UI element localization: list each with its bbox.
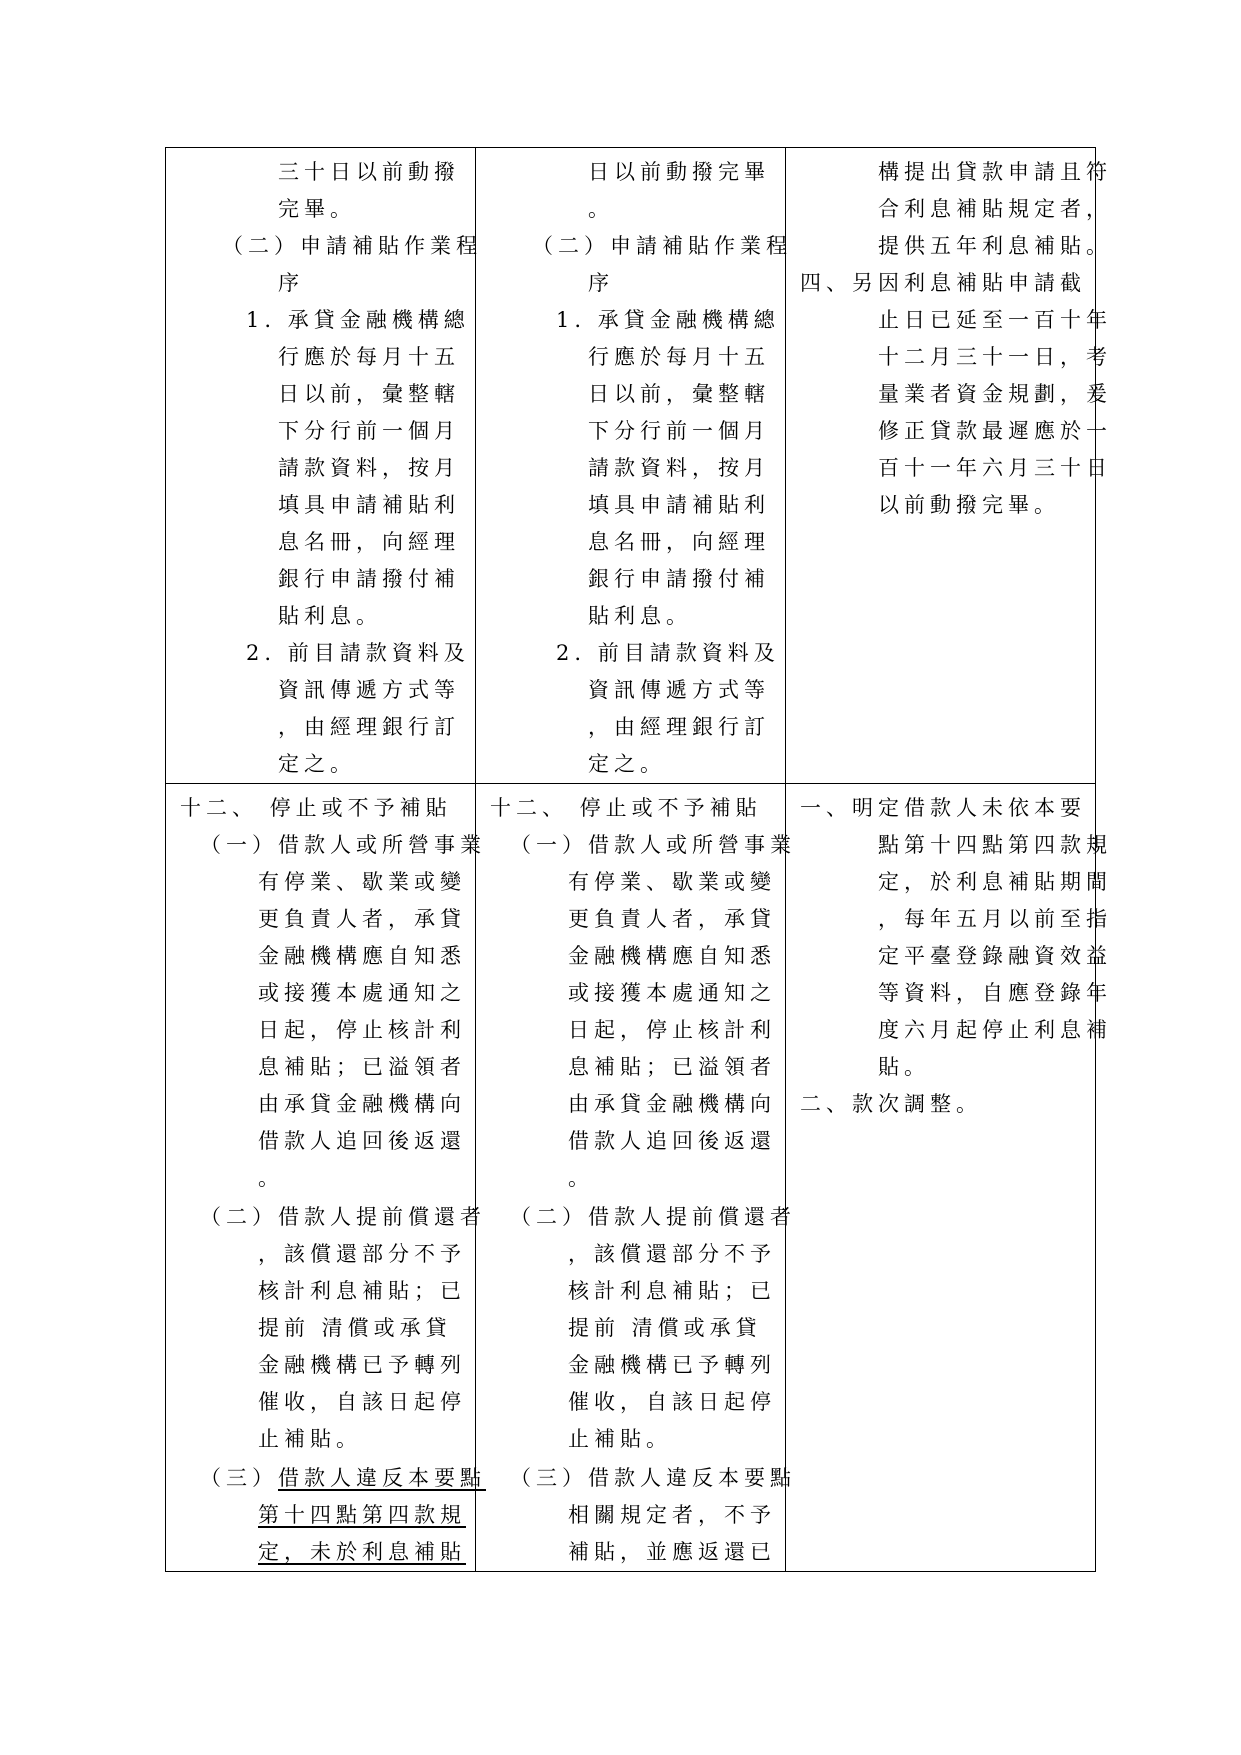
text-line-content: 銀行申請撥付補 — [588, 567, 770, 591]
text-line — [476, 561, 785, 598]
text-line-content: 序 — [278, 271, 304, 295]
text-line — [476, 265, 785, 302]
text-line — [166, 1460, 486, 1497]
text-line-content: 。 — [258, 1166, 284, 1190]
text-line-content: 借款人追回後返還 — [258, 1129, 466, 1153]
text-line — [166, 450, 475, 487]
text-line-content: 資訊傳遞方式等 — [588, 678, 770, 702]
text-line — [166, 524, 475, 561]
text-line-content: 1. 承貸金融機構總 — [556, 308, 780, 332]
text-line — [166, 1384, 475, 1421]
text-line — [476, 228, 792, 265]
text-line — [476, 1086, 785, 1123]
text-line-content: 日以前動撥完畢 — [588, 160, 770, 184]
text-line-content: 日起，停止核計利 — [258, 1018, 466, 1042]
text-line-content: 有停業、歇業或變 — [568, 870, 776, 894]
text-line-content: 合利息補貼規定者， — [878, 197, 1112, 221]
text-line-content: 貼利息。 — [588, 604, 692, 628]
text-line-content: 。 — [588, 197, 614, 221]
text-line — [476, 191, 785, 228]
text-line-content: 貼。 — [878, 1055, 930, 1079]
text-line — [786, 864, 1112, 901]
text-line-content: 2. 前目請款資料及 — [246, 641, 470, 665]
text-line-content: 或接獲本處通知之 — [258, 981, 466, 1005]
text-line-content: 二、款次調整。 — [800, 1092, 982, 1116]
text-line-content: 下分行前一個月 — [588, 419, 770, 443]
text-line-content: （二）申請補貼作業程 — [532, 234, 792, 258]
text-line-content: 十二月三十一日，考 — [878, 345, 1112, 369]
text-line-content: 日以前，彙整轄 — [278, 382, 460, 406]
text-line — [786, 487, 1095, 524]
text-line-content: 相關規定者，不予 — [568, 1503, 776, 1527]
text-line — [786, 413, 1112, 450]
text-line — [476, 1460, 796, 1497]
text-line-content-tail: 借款人違反本要點 — [278, 1466, 486, 1490]
text-line — [476, 302, 785, 339]
text-line-content: 金融機構應自知悉 — [568, 944, 776, 968]
text-line — [166, 1049, 475, 1086]
explanation-cell — [786, 148, 1112, 784]
text-line-content: 構提出貸款申請且符 — [878, 160, 1112, 184]
text-line — [166, 1199, 486, 1236]
text-line — [476, 1384, 785, 1421]
text-line — [476, 635, 785, 672]
text-line — [476, 1199, 796, 1236]
text-line-content: ，該償還部分不予 — [258, 1242, 466, 1266]
text-line — [786, 228, 1112, 265]
text-line — [166, 901, 475, 938]
text-line — [476, 827, 796, 864]
text-line-content: 序 — [588, 271, 614, 295]
text-line — [166, 228, 482, 265]
text-line — [166, 561, 475, 598]
text-line-content: 以前動撥完畢。 — [878, 493, 1060, 517]
text-line — [786, 1049, 1095, 1086]
text-line — [476, 487, 785, 524]
text-line — [166, 1273, 475, 1310]
text-line — [166, 709, 475, 746]
text-line-content: 貼利息。 — [278, 604, 382, 628]
text-line — [166, 635, 475, 672]
text-line — [786, 1086, 1095, 1123]
text-line — [476, 1497, 785, 1534]
text-line-content: 四、另因利息補貼申請截 — [800, 271, 1086, 295]
text-line — [166, 746, 475, 783]
text-line-content: 金融機構應自知悉 — [258, 944, 466, 968]
text-line-content: 止日已延至一百十年 — [878, 308, 1112, 332]
text-line-content: 補貼，並應返還已 — [568, 1540, 776, 1564]
text-line — [786, 827, 1112, 864]
text-line — [166, 672, 475, 709]
text-line-content: 行應於每月十五 — [278, 345, 460, 369]
text-line — [166, 1012, 475, 1049]
text-line — [476, 1273, 785, 1310]
text-line — [166, 487, 475, 524]
text-line-content: 提供五年利息補貼。 — [878, 234, 1112, 258]
text-line — [476, 1236, 785, 1273]
text-line-content: 定之。 — [588, 752, 666, 776]
text-line-content: ，每年五月以前至指 — [878, 907, 1112, 931]
text-line — [476, 938, 785, 975]
text-line — [476, 1347, 785, 1384]
text-line — [476, 376, 785, 413]
text-line-content: 更負責人者，承貸 — [258, 907, 466, 931]
text-line — [476, 1123, 785, 1160]
text-line — [476, 790, 785, 827]
text-line — [166, 1236, 475, 1273]
text-line-content: 三十日以前動撥 — [278, 160, 460, 184]
text-line-content: 息名冊，向經理 — [278, 530, 460, 554]
text-line-content: 核計利息補貼；已 — [568, 1279, 776, 1303]
text-line — [166, 339, 475, 376]
comparison-table — [165, 147, 1112, 1572]
text-line-content: 十二、 停止或不予補貼 — [180, 796, 452, 820]
text-line — [476, 672, 785, 709]
text-line-content: 定平臺登錄融資效益 — [878, 944, 1112, 968]
text-line-content: 填具申請補貼利 — [278, 493, 460, 517]
text-line-content: ，該償還部分不予 — [568, 1242, 776, 1266]
text-line-content: （三） — [200, 1466, 278, 1490]
text-line-content: 核計利息補貼；已 — [258, 1279, 466, 1303]
table-row — [166, 784, 1096, 1572]
text-line-content: 息補貼；已溢領者 — [568, 1055, 776, 1079]
text-line — [166, 1534, 475, 1571]
text-line — [166, 827, 486, 864]
table-row — [166, 148, 1096, 784]
text-line-content: 完畢。 — [278, 197, 356, 221]
text-line — [166, 413, 475, 450]
text-line-content: 十二、 停止或不予補貼 — [490, 796, 762, 820]
text-line — [786, 339, 1112, 376]
text-line — [476, 598, 785, 635]
text-line-content: 日以前，彙整轄 — [588, 382, 770, 406]
text-line-content: 金融機構已予轉列 — [568, 1353, 776, 1377]
text-line — [166, 265, 475, 302]
text-line-content: （二）借款人提前償還者 — [510, 1205, 796, 1229]
text-line — [786, 191, 1112, 228]
text-line — [166, 1123, 475, 1160]
text-line — [476, 975, 785, 1012]
text-line-content: 提前 清償或承貸 — [568, 1316, 762, 1340]
text-line-content: （一）借款人或所營事業 — [510, 833, 796, 857]
text-line — [166, 790, 475, 827]
text-line-content: 2. 前目請款資料及 — [556, 641, 780, 665]
text-line-content: 催收，自該日起停 — [568, 1390, 776, 1414]
text-line-content: 息名冊，向經理 — [588, 530, 770, 554]
text-line-content: 點第十四點第四款規 — [878, 833, 1112, 857]
text-line — [476, 864, 785, 901]
text-line-content: 。 — [568, 1166, 594, 1190]
text-line — [166, 1347, 475, 1384]
text-line-content: 等資料，自應登錄年 — [878, 981, 1112, 1005]
text-line-content: （一）借款人或所營事業 — [200, 833, 486, 857]
text-line — [786, 302, 1112, 339]
text-line — [166, 376, 475, 413]
text-line — [476, 1534, 785, 1571]
text-line — [476, 1160, 785, 1197]
text-line-content: （二）借款人提前償還者 — [200, 1205, 486, 1229]
text-line-content: （二）申請補貼作業程 — [222, 234, 482, 258]
text-line — [476, 339, 785, 376]
text-line — [166, 1160, 475, 1197]
text-line — [476, 901, 785, 938]
text-line — [166, 1421, 475, 1458]
text-line-content: 借款人追回後返還 — [568, 1129, 776, 1153]
text-line — [786, 938, 1112, 975]
text-line — [166, 302, 475, 339]
text-line-content: 息補貼；已溢領者 — [258, 1055, 466, 1079]
text-line — [166, 864, 475, 901]
text-line-content: 填具申請補貼利 — [588, 493, 770, 517]
amended-provision-cell — [166, 784, 486, 1572]
text-line-content: 銀行申請撥付補 — [278, 567, 460, 591]
text-line-content: 第十四點第四款規 — [258, 1503, 466, 1527]
text-line — [166, 938, 475, 975]
text-line — [166, 154, 475, 191]
text-line-content: ，由經理銀行訂 — [278, 715, 460, 739]
text-line — [476, 1012, 785, 1049]
text-line-content: 資訊傳遞方式等 — [278, 678, 460, 702]
text-line — [786, 975, 1112, 1012]
text-line-content: 更負責人者，承貸 — [568, 907, 776, 931]
text-line-content: 定之。 — [278, 752, 356, 776]
text-line — [166, 191, 475, 228]
text-line — [476, 1421, 785, 1458]
text-line-content: 行應於每月十五 — [588, 345, 770, 369]
text-line — [786, 790, 1095, 827]
explanation-cell — [786, 784, 1112, 1572]
text-line-content: 定，於利息補貼期間 — [878, 870, 1112, 894]
text-line-content: 修正貸款最遲應於一 — [878, 419, 1112, 443]
text-line-content: ，由經理銀行訂 — [588, 715, 770, 739]
text-line — [476, 524, 785, 561]
text-line-content: 或接獲本處通知之 — [568, 981, 776, 1005]
text-line-content: 度六月起停止利息補 — [878, 1018, 1112, 1042]
text-line — [476, 709, 785, 746]
text-line-content: 金融機構已予轉列 — [258, 1353, 466, 1377]
current-provision-cell — [476, 148, 792, 784]
text-line — [166, 1497, 475, 1534]
text-line — [476, 154, 785, 191]
text-line — [166, 1310, 475, 1347]
text-line — [166, 1086, 475, 1123]
text-line-content: （三）借款人違反本要點 — [510, 1466, 796, 1490]
text-line-content: 由承貸金融機構向 — [568, 1092, 776, 1116]
text-line — [786, 376, 1112, 413]
text-line — [166, 598, 475, 635]
text-line — [786, 901, 1112, 938]
text-line-content: 請款資料，按月 — [278, 456, 460, 480]
text-line-content: 1. 承貸金融機構總 — [246, 308, 470, 332]
text-line-content: 由承貸金融機構向 — [258, 1092, 466, 1116]
current-provision-cell — [476, 784, 796, 1572]
text-line-content: 請款資料，按月 — [588, 456, 770, 480]
text-line — [476, 450, 785, 487]
text-line — [786, 450, 1112, 487]
text-line — [786, 154, 1112, 191]
amended-provision-cell — [166, 148, 482, 784]
text-line-content: 下分行前一個月 — [278, 419, 460, 443]
text-line-content: 止補貼。 — [568, 1427, 672, 1451]
text-line-content: 止補貼。 — [258, 1427, 362, 1451]
text-line-content: 定，未於利息補貼 — [258, 1540, 466, 1564]
text-line — [476, 746, 785, 783]
text-line — [786, 1012, 1112, 1049]
text-line-content: 催收，自該日起停 — [258, 1390, 466, 1414]
text-line — [166, 975, 475, 1012]
text-line — [476, 1310, 785, 1347]
text-line-content: 有停業、歇業或變 — [258, 870, 466, 894]
text-line-content: 日起，停止核計利 — [568, 1018, 776, 1042]
text-line — [476, 1049, 785, 1086]
text-line-content: 百十一年六月三十日 — [878, 456, 1112, 480]
text-line-content: 一、明定借款人未依本要 — [800, 796, 1086, 820]
text-line-content: 量業者資金規劃，爰 — [878, 382, 1112, 406]
text-line-content: 提前 清償或承貸 — [258, 1316, 452, 1340]
text-line — [786, 265, 1095, 302]
text-line — [476, 413, 785, 450]
